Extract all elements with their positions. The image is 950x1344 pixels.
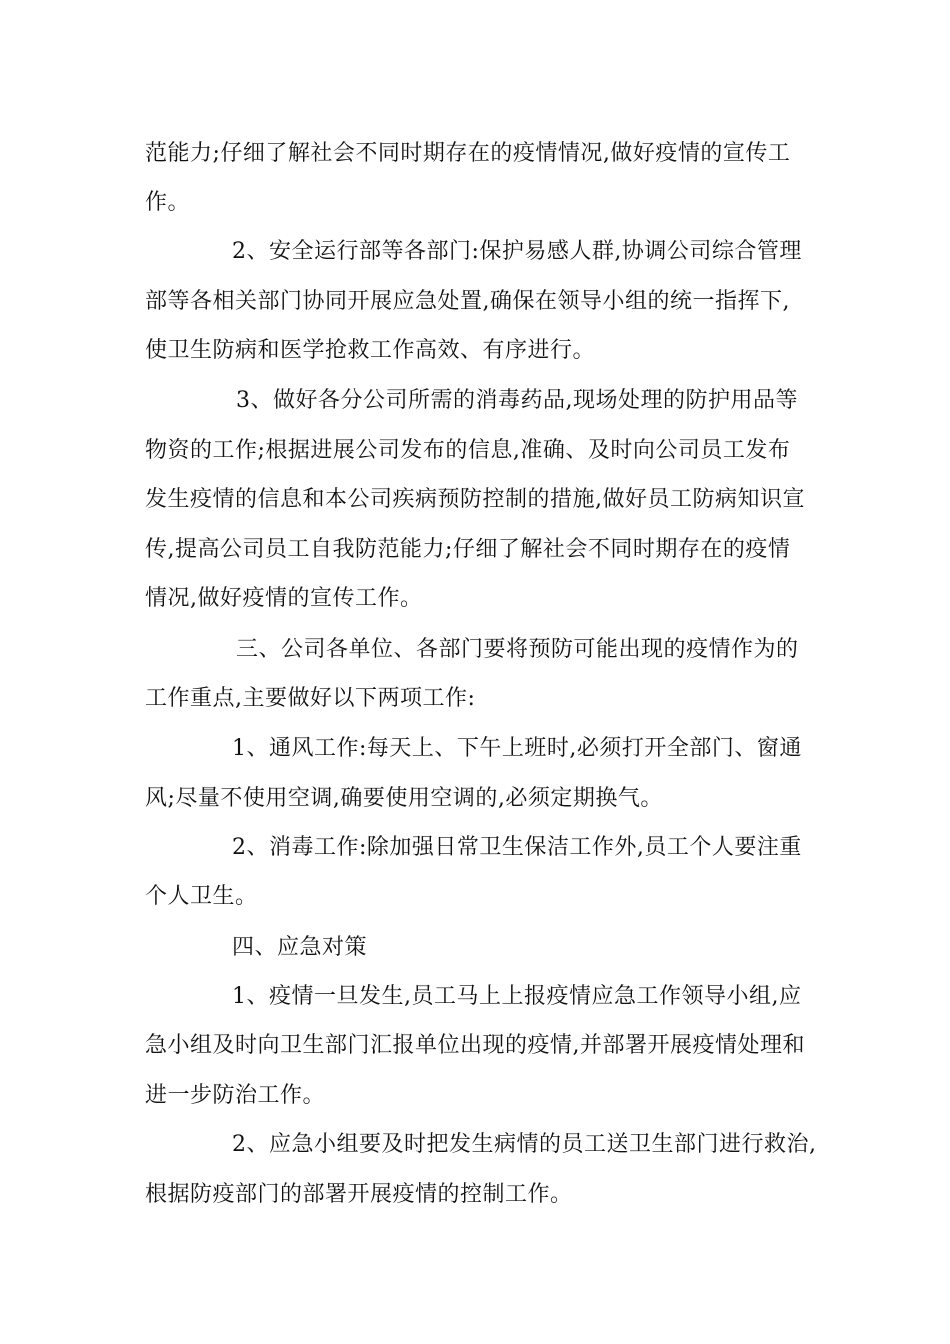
text-line-10: 情况,做好疫情的宣传工作。: [145, 586, 423, 611]
text-line-16: 个人卫生。: [145, 884, 258, 909]
text-line-8: 发生疫情的信息和本公司疾病预防控制的措施,做好员工防病知识宣: [145, 487, 805, 512]
text-line-18: 1、疫情一旦发生,员工马上上报疫情应急工作领导小组,应: [232, 984, 802, 1009]
text-line-3: 2、安全运行部等各部门:保护易感人群,协调公司综合管理: [232, 239, 802, 264]
text-line-13: 1、通风工作:每天上、下午上班时,必须打开全部门、窗通: [232, 736, 802, 761]
text-line-12: 工作重点,主要做好以下两项工作:: [145, 686, 476, 711]
text-line-1: 范能力;仔细了解社会不同时期存在的疫情情况,做好疫情的宣传工: [145, 141, 791, 166]
text-line-5: 使卫生防病和医学抢救工作高效、有序进行。: [145, 338, 596, 363]
text-line-2: 作。: [145, 190, 191, 215]
text-line-19: 急小组及时向卫生部门汇报单位出现的疫情,并部署开展疫情处理和: [145, 1033, 805, 1058]
text-line-11: 三、公司各单位、各部门要将预防可能出现的疫情作为的: [236, 637, 799, 662]
text-line-7: 物资的工作;根据进展公司发布的信息,准确、及时向公司员工发布: [145, 438, 791, 463]
text-line-15: 2、消毒工作:除加强日常卫生保洁工作外,员工个人要注重: [232, 835, 802, 860]
text-line-22: 根据防疫部门的部署开展疫情的控制工作。: [145, 1182, 573, 1207]
text-line-21: 2、应急小组要及时把发生病情的员工送卫生部门进行救治,: [232, 1132, 817, 1157]
text-line-9: 传,提高公司员工自我防范能力;仔细了解社会不同时期存在的疫情: [145, 537, 791, 562]
text-line-4: 部等各相关部门协同开展应急处置,确保在领导小组的统一指挥下,: [145, 289, 790, 314]
text-line-6: 3、做好各分公司所需的消毒药品,现场处理的防护用品等: [236, 388, 798, 413]
text-line-17: 四、应急对策: [232, 935, 368, 960]
text-line-14: 风;尽量不使用空调,确要使用空调的,必须定期换气。: [145, 786, 663, 811]
text-line-20: 进一步防治工作。: [145, 1083, 326, 1108]
